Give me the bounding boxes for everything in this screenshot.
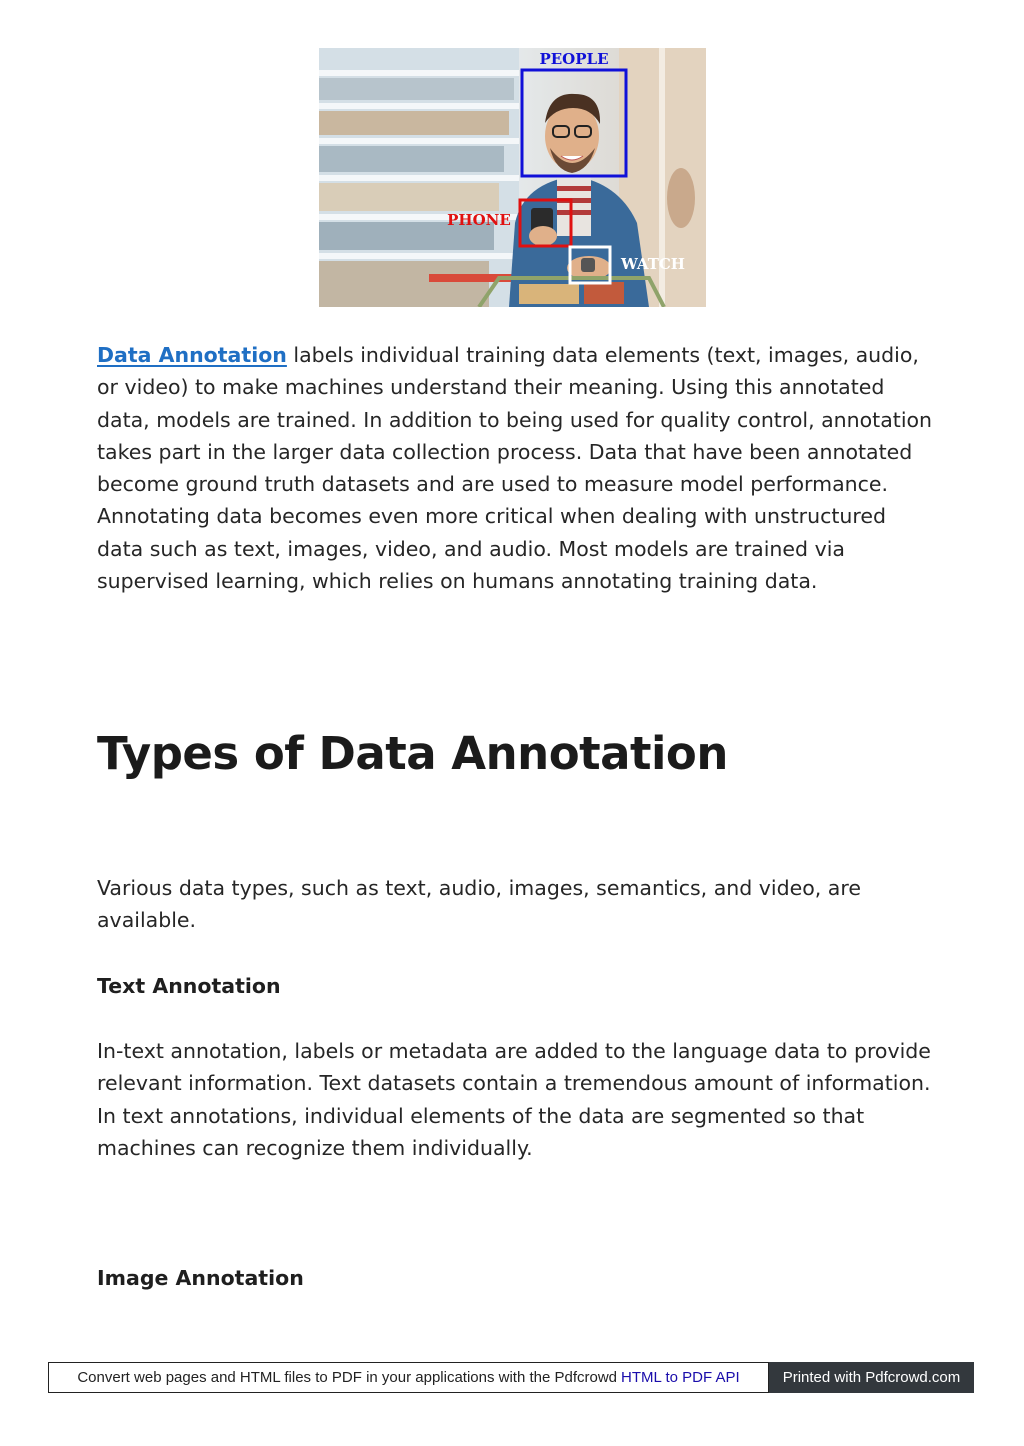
store-shelves: [319, 48, 519, 307]
footer-left-text: Convert web pages and HTML files to PDF in your applications with the Pdfcrowd: [77, 1369, 618, 1386]
data-annotation-link[interactable]: Data Annotation: [97, 343, 287, 367]
watch-label: WATCH: [621, 255, 685, 273]
html-to-pdf-api-link[interactable]: HTML to PDF API: [621, 1369, 740, 1386]
people-label: PEOPLE: [539, 50, 609, 68]
section-intro: Various data types, such as text, audio, images, semantics, and video, are available.: [97, 876, 861, 933]
hero-image: [319, 48, 706, 307]
image-annotation-heading: Image Annotation: [97, 1266, 304, 1290]
section-title: Types of Data Annotation: [97, 727, 728, 780]
intro-text: labels individual training data elements (text, images, audio, or video) to make machines understand their meaning. Using this annotated data, models are trained. In addition to being used for quality control, annotation takes part in the larger data collection process. Data that have been annotated become ground truth datasets and are used to measure model performance. Annotating data becomes even more critical when dealing with unstructured data such as text, images, video, and audio. Most models are trained via supervised learning, which relies on humans annotating training data.: [97, 343, 933, 594]
footer-printed-with[interactable]: Printed with Pdfcrowd.com: [769, 1362, 974, 1393]
intro-paragraph: [97, 339, 933, 597]
text-annotation-heading: Text Annotation: [97, 974, 281, 998]
pdf-footer: [48, 1362, 974, 1393]
phone-label: PHONE: [447, 211, 511, 229]
text-annotation-body: In-text annotation, labels or metadata are added to the language data to provide relevant information. Text datasets contain a tremendous amount of information. In text annotations, individual elements of the data are segmented so that machines can recognize them individually.: [97, 1039, 931, 1160]
footer-convert-box: [48, 1362, 769, 1393]
